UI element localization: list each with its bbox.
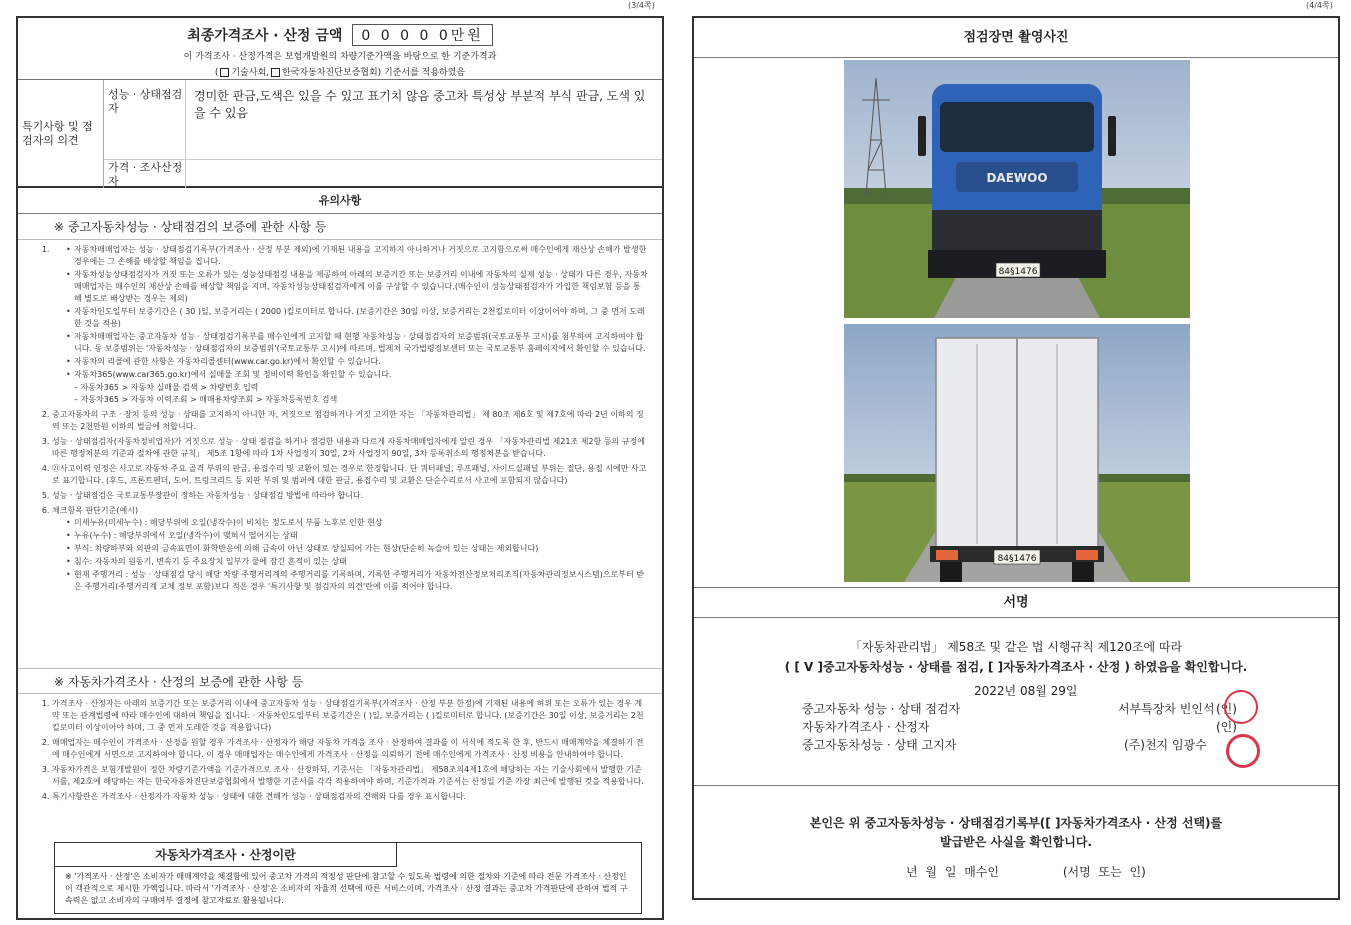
page-number-left: (3/4쪽) xyxy=(628,1,655,10)
list-item: 4. 특기사항란은 가격조사 · 산정자가 자동차 성능 · 상태에 대한 견해가 성능 · 상태점검자의 견해와 다를 경우 표시합니다. xyxy=(52,791,648,803)
price-appraisal-definition-box xyxy=(54,842,642,914)
signer-name: (주)천지 임광수 xyxy=(1124,738,1207,752)
price-standard-options: ( 기술사회, 한국자동차진단보증협회) 기준서를 적용하였음 xyxy=(214,68,466,78)
list-item: • 미세누유(미세누수) : 해당부위에 오일(냉각수)이 비치는 정도로서 부품 노후로 인한 현상 xyxy=(66,517,648,529)
list-item: 1. 가격조사 · 산정자는 아래의 보증기간 또는 보증거리 이내에 중고자동차 성능 · 상태점검기록부(가격조사 · 산정 부분 한정)에 기재된 내용에 허위 또는 오류가 있는 경우 계약 또는 관계법령에 따라 매수인에 대하여 책임을 집니다. · 자동차인도일부터 보증기간은 ( )일, 보증거리는 ( )킬로미터로 합니다. (보증기간은 30일 이상, 보증거리는 2천킬로미터 이상이어야 하며, 그 중 먼저 도래한 것을 적용합니다) xyxy=(52,698,648,734)
list-item: • 자동차의 리콜에 관한 사항은 자동차리콜센터(www.car.go.kr)에서 확인할 수 있습니다. xyxy=(66,356,648,368)
signer-row-appraiser xyxy=(802,718,1278,735)
special-notes-table xyxy=(18,80,662,188)
page-number-right: (4/4쪽) xyxy=(1306,1,1333,10)
final-price-title: 최종가격조사 · 산정 금액 xyxy=(187,28,343,44)
appraiser-opinion-row xyxy=(104,160,662,188)
list-item: – 자동차365 > 자동차 실매물 검색 > 차량번호 입력 xyxy=(74,383,259,392)
inspection-record-page-4 xyxy=(692,16,1340,900)
list-item: 4. ㉑사고이력 인정은 사고로 자동차 주요 골격 부위의 판금, 용접수리 및 교환이 있는 경우로 한정합니다. 단 쿼터패널, 루프패널, 사이드실패널 부위는 절단, 용접 시에만 사고로 표기합니다. (후드, 프론트펜더, 도어, 트렁크리드 등 외판 부위 및 범퍼에 대한 판금, 용접수리 및 교환은 단순수리로서 사고에 포함되지 않습니다) xyxy=(52,463,648,487)
law-reference: 「자동차관리법」 제58조 및 같은 법 시행규칙 제120조에 따라 xyxy=(849,640,1183,654)
list-item: • 자동차매매업자는 중고자동차 성능 · 상태점검기록부를 매수인에게 고지할 때 현행 자동차성능 · 상태점검자의 보증범위(국토교통부 고시)를 첨부하여 고지하여야 합니다. 동 보증범위는 '자동차성능 · 상태점검자의 보증범위'(국토교통부 고시)에 따르며, 법제처 국가법령정보센터 또는 국토교통부 홈페이지에서 확인할 수 있습니다. xyxy=(66,331,648,355)
list-item xyxy=(52,244,648,406)
inspector-seal-stamp xyxy=(1224,690,1258,724)
definition-text: ※ '가격조사 · 산정'은 소비자가 매매계약을 체결함에 있어 중고차 가격의 적정성 판단에 참고할 수 있도록 법령에 의한 절차와 기준에 따라 전문 가격조사 · 산정인이 객관적으로 제시한 가액입니다. 따라서 '가격조사 · 산정'은 소비자의 자율적 선택에 따른 서비스이며, 가격조사 · 산정 결과는 중고차 가격판단에 관하여 법적 구속력은 없고 소비자의 구매여부 결정에 참고자료로 활용됩니다. xyxy=(65,872,628,905)
inspection-date: 2022년 08월 29일 xyxy=(974,684,1078,698)
price-warranty-notes xyxy=(18,694,662,803)
list-item: 3. 성능 · 상태점검자(자동차정비업자)가 거짓으로 성능 · 상태 점검을 하거나 점검한 내용과 다르게 자동차매매업자에게 알린 경우 「자동차관리법 제21조 제2항 등의 규정에 따른 행정처분의 기준과 절차에 관한 규칙」 제5조 1항에 따라 1차 사업정지 30일, 2차 사업정지 90일, 3차 등록취소의 행정처분을 받습니다. xyxy=(52,436,648,460)
photos-heading: 점검장면 촬영사진 xyxy=(694,18,1338,58)
list-item: • 자동차365(www.car365.go.kr)에서 실매물 조회 및 정비이력 확인을 확인할 수 있습니다. xyxy=(66,369,648,381)
list-item: • 자동차인도일부터 보증기간은 ( 30 )일, 보증거리는 ( 2000 )킬로미터로 합니다. (보증기간은 30일 이상, 보증거리는 2천킬로미터 이상이어야 하며, 그 중 먼저 도래한 것을 적용) xyxy=(66,306,648,330)
truck-front-illustration xyxy=(844,60,1190,318)
inspector-opinion-row xyxy=(104,80,662,160)
list-item: • 누유(누수) : 해당부위에서 오일(냉각수)이 맺혀서 떨어지는 상태 xyxy=(66,530,648,542)
list-item: 2. 매매업자는 매수인이 가격조사 · 산정을 원할 경우 가격조사 · 산정자가 해당 자동차 가격을 조사 · 산정하여 결과를 이 서식에 적도록 한 후, 반드시 매매계약을 체결하기 전에 매수인에게 서면으로 고지하여야 합니다. 이 경우 매매업자는 매수인에게 가격조사 · 산정을 의뢰하기 전에 매수인에게 가격조사 · 산정 비용을 안내하여야 합니다. xyxy=(52,737,648,761)
list-item: • 부식: 차량하부와 외판의 금속표면이 화학반응에 의해 금속이 아닌 상태로 상실되어 가는 현상(단순히 녹슬어 있는 상태는 제외합니다) xyxy=(66,543,648,555)
seal-mark: (인) xyxy=(1216,720,1237,734)
price-warranty-heading: ※ 자동차가격조사 · 산정의 보증에 관한 사항 등 xyxy=(18,668,662,694)
notes-heading: 유의사항 xyxy=(18,188,662,214)
photo-area xyxy=(694,58,1338,588)
list-item: 6. 체크항목 판단기준(예시) • 미세누유(미세누수) : 해당부위에 오일(냉각수)이 비치는 정도로서 부품 노후로 인한 현상 • 누유(누수) : 해당부위에서 오일(냉각수)이 맺혀서 떨어지는 상태 • 부식: 차량하부와 외판의 금속표면이 화학반응에 의해 금속이 아닌 상태로 상실되어 가는 현상(단순히 녹슬어 있는 상태는 제외합니다) • 침수: 자동차의 원동기, 변속기 등 주요장치 일부가 물에 잠긴 흔적이 있는 상태 • 현재 주행거리 : 성능 · 상태점검 당시 해당 차량 주행거리계의 주행거리를 기록하며, 기록한 주행거리가 자동차전산정보처리조직(자동차관리정보시스템)으로부터 받은 주행거리(주행거리계 교체 정보 포함)보다 적은 경우 '특기사항 및 점검자의 의견'란에 이를 적어야 합니다. xyxy=(52,505,648,593)
price-basis-note: 이 가격조사 · 산정가격은 보험개발원의 차량기준가액을 바탕으로 한 기준가격과 xyxy=(183,52,497,62)
rear-plate-text: 84§1476 xyxy=(997,554,1037,564)
list-item: 2. 중고자동차의 구조 · 장치 등의 성능 · 상태를 고지하지 아니한 자, 거짓으로 점검하거나 거짓 고지한 자는 「자동차관리법」 제 80조 제6호 및 제7호에 따라 2년 이하의 징역 또는 2천만원 이하의 벌금에 처합니다. xyxy=(52,409,648,433)
signer-row-inspector xyxy=(802,700,1278,717)
definition-title: 자동차가격조사 · 산정이란 xyxy=(55,843,397,867)
truck-brand-text: DAEWOO xyxy=(986,171,1048,185)
truck-front-photo xyxy=(844,60,1190,318)
performance-warranty-heading: ※ 중고자동차성능 · 상태점검의 보증에 관한 사항 등 xyxy=(18,214,662,240)
appraiser-label: 가격 · 조사산정자 xyxy=(104,160,186,188)
signer-role: 자동차가격조사 · 산정자 xyxy=(802,720,930,734)
truck-rear-illustration xyxy=(844,324,1190,582)
notifier-seal-stamp xyxy=(1226,734,1260,768)
list-item: 5. 성능 · 상태점검은 국토교통부장관이 정하는 자동차성능 · 상태점검 방법에 따라야 합니다. xyxy=(52,490,648,502)
inspector-opinion: 경미한 판금,도색은 있을 수 있고 표기치 않음 중고차 특성상 부분적 부식 판금, 도색 있을 수 있음 xyxy=(194,89,646,121)
signature-heading: 서명 xyxy=(694,588,1338,618)
seal-mark: (인) xyxy=(1216,702,1237,716)
inspection-record-page-3 xyxy=(16,16,664,920)
signer-role: 중고자동차 성능 · 상태 점검자 xyxy=(802,702,961,716)
inspector-label: 성능 · 상태점검자 xyxy=(104,80,186,159)
truck-rear-photo xyxy=(844,324,1190,582)
front-plate-text: 84§1476 xyxy=(998,267,1038,277)
final-price-block xyxy=(18,18,662,80)
buyer-confirmation: 본인은 위 중고자동차성능 · 상태점검기록부([ ]자동차가격조사 · 산정 선택)를 발급받은 사실을 확인합니다. xyxy=(809,816,1223,850)
list-item: • 침수: 자동차의 원동기, 변속기 등 주요장치 일부가 물에 잠긴 흔적이 있는 상태 xyxy=(66,556,648,568)
list-item: • 현재 주행거리 : 성능 · 상태점검 당시 해당 차량 주행거리계의 주행거리를 기록하며, 기록한 주행거리가 자동차전산정보처리조직(자동차관리정보시스템)으로부터 받은 주행거리(주행거리계 교체 정보 포함)보다 적은 경우 '특기사항 및 점검자의 의견'란에 이를 적어야 합니다. xyxy=(66,569,648,593)
list-item: • 자동차성능상태점검자가 거짓 또는 오류가 있는 성능상태점검 내용을 제공하여 아래의 보증기간 또는 보증거리 이내에 자동차의 실제 성능 · 상태가 다른 경우, 자동차매매업자는 매수인의 재산상 손해를 배상할 책임을 지며, 자동차성능상태점검자에게 이를 구상할 수 있습니다.(매수인이 성능상태점검자가 가입한 책임보험 등을 통해 별도로 배상받는 경우는 제외) xyxy=(66,269,648,305)
checkbox-diagnosis-association[interactable] xyxy=(271,68,280,77)
final-price-amount: 0 0 0 0 0만원 xyxy=(352,24,492,46)
list-item: 3. 자동차가격은 보험개발원이 정한 차량기준가액을 기준가격으로 조사 · 산정하되, 기준서는 「자동차관리법」 제58조의4제1호에 해당하는 자는 기술사회에서 발행한 기준서를, 제2호에 해당하는 자는 한국자동차진단보증협회에서 발행한 기준서를 각각 적용하여야 하며, 기준가격과 기준서는 산정일 기준 가장 최근에 발행된 것을 적용합니다. xyxy=(52,764,648,788)
signer-name: 서부특장차 빈인석 xyxy=(1118,702,1215,716)
special-notes-label: 특기사항 및 점검자의 의견 xyxy=(18,80,104,188)
inspection-type-check: ( [ V ]중고자동차성능 · 상태를 점검, [ ]자동차가격조사 · 산정 ) 하였음을 확인합니다. xyxy=(784,660,1248,674)
signature-area xyxy=(694,618,1338,786)
buyer-sign-line: 년 월 일 매수인 (서명 또는 인) xyxy=(906,865,1146,879)
list-item: • 1. 자동차매매업자는 성능 · 상태점검기록부(가격조사 · 산정 부분 제외)에 기재된 내용을 고지하지 아니하거나 거짓으로 고지함으로써 매수인에게 재산상 손해가 발생한 경우에는 그 손해를 배상할 책임을 집니다. xyxy=(66,244,648,268)
signer-role: 중고자동차성능 · 상태 고지자 xyxy=(802,738,957,752)
signer-row-notifier xyxy=(802,736,1278,753)
performance-warranty-notes xyxy=(18,240,662,668)
checkbox-engineer-society[interactable] xyxy=(220,68,229,77)
list-item: – 자동차365 > 자동차 이력조회 > 매매용차량조회 > 자동차등록번호 검색 xyxy=(74,395,338,404)
